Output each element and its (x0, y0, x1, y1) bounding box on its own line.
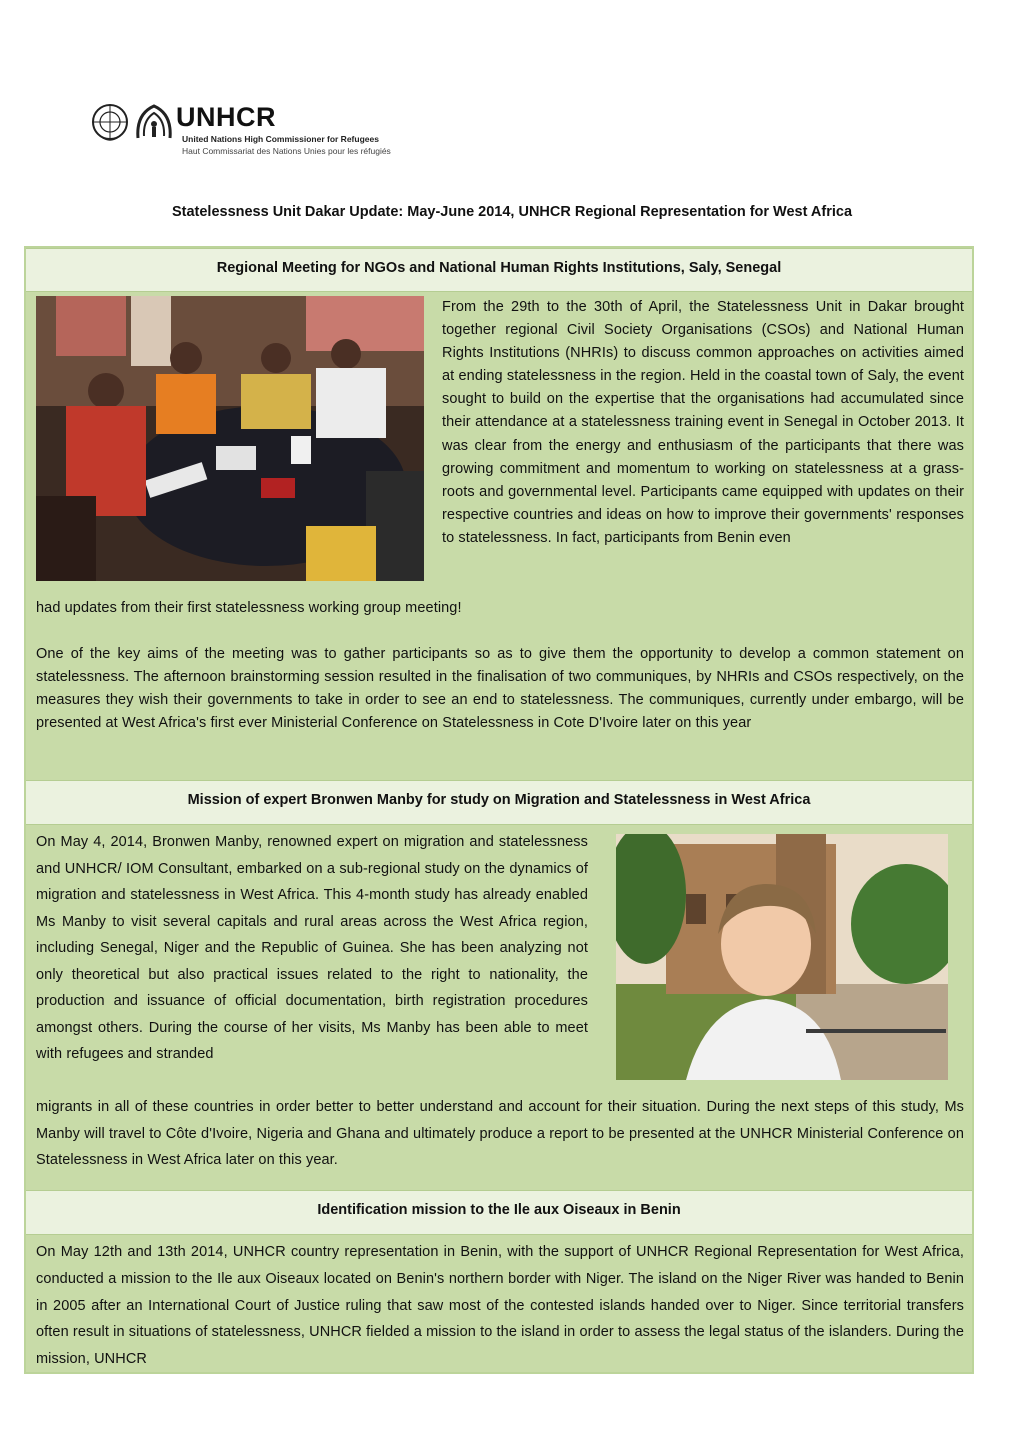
unhcr-logo (90, 100, 400, 160)
logo-subtitle-en: United Nations High Commissioner for Refugees (182, 134, 379, 144)
section-heading-manby-mission: Mission of expert Bronwen Manby for study on Migration and Statelessness in West Africa (26, 780, 972, 825)
unhcr-hands-emblem-icon (134, 102, 174, 142)
manby-mission-paragraph-1-continued: migrants in all of these countries in order better to better understand and account for their situation. During the next steps of this study, Ms Manby will travel to Côte d'Ivoire, Nigeria and Ghana and ultimately produce a report to be presented at the UNHCR Ministerial Conference on Statelessness in West Africa later on this year. (36, 1099, 964, 1168)
regional-meeting-paragraph-1: From the 29th to the 30th of April, the Statelessness Unit in Dakar brought together regional Civil Society Organisations (CSOs) and National Human Rights Institutions (NHRIs) to discuss common approaches on activities aimed at ending statelessness in the region. Held in the coastal town of Saly, the event sought to build on the expertise that the organisations had accumulated since their attendance at a statelessness training event in Senegal in October 2013. It was clear from the energy and enthusiasm of the participants that there was growing commitment and momentum to working on statelessness at a grass-roots and governmental level. Participants came equipped with updates on their respective countries and ideas on how to improve their governments' responses to statelessness. In fact, participants from Benin even (442, 299, 964, 546)
regional-meeting-paragraph-1-continued: had updates from their first statelessness working group meeting! (36, 600, 462, 616)
un-emblem-icon (90, 102, 130, 142)
section-heading-ile-aux-oiseaux: Identification mission to the Ile aux Oiseaux in Benin (26, 1190, 972, 1235)
manby-mission-paragraph-1: On May 4, 2014, Bronwen Manby, renowned expert on migration and statelessness and UNHCR/ IOM Consultant, embarked on a sub-regional study on the dynamics of migration and statelessness in West Africa. This 4-month study has already enabled Ms Manby to visit several capitals and rural areas across the West Africa region, including Senegal, Niger and the Republic of Guinea. She has been analyzing not only theoretical but also practical issues related to the right to nationality, the production and issuance of official documentation, birth registration procedures amongst others. During the course of her visits, Ms Manby has been able to meet with refugees and stranded (36, 834, 588, 1062)
newsletter-frame (24, 246, 974, 1374)
bronwen-manby-photo (616, 834, 948, 1080)
regional-meeting-paragraph-2: One of the key aims of the meeting was to gather participants so as to give them the opportunity to develop a common statement on statelessness. The afternoon brainstorming session resulted in the finalisation of two communiques, by NHRIs and CSOs respectively, on the measures they wish their governments to take in order to see an end to statelessness. The communiques, currently under embargo, will be presented at West Africa's first ever Ministerial Conference on Statelessness in Cote D'Ivoire later on this year (36, 646, 964, 731)
logo-wordmark: UNHCR (176, 102, 276, 132)
ile-aux-oiseaux-paragraph-1: On May 12th and 13th 2014, UNHCR country representation in Benin, with the support of UNHCR Regional Representation for West Africa, conducted a mission to the Ile aux Oiseaux located on Benin's northern border with Niger. The island on the Niger River was handed to Benin in 2005 after an International Court of Justice ruling that saw most of the contested islands handed over to Niger. Since territorial transfers often result in situations of statelessness, UNHCR fielded a mission to the island in order to assess the legal status of the islanders. During the mission, UNHCR (36, 1244, 964, 1368)
logo-subtitle-fr: Haut Commissariat des Nations Unies pour les réfugiés (182, 146, 391, 156)
meeting-photo (36, 296, 424, 581)
section-heading-regional-meeting: Regional Meeting for NGOs and National Human Rights Institutions, Saly, Senegal (26, 248, 972, 292)
document-title: Statelessness Unit Dakar Update: May-June 2014, UNHCR Regional Representation for West Africa (171, 204, 853, 220)
